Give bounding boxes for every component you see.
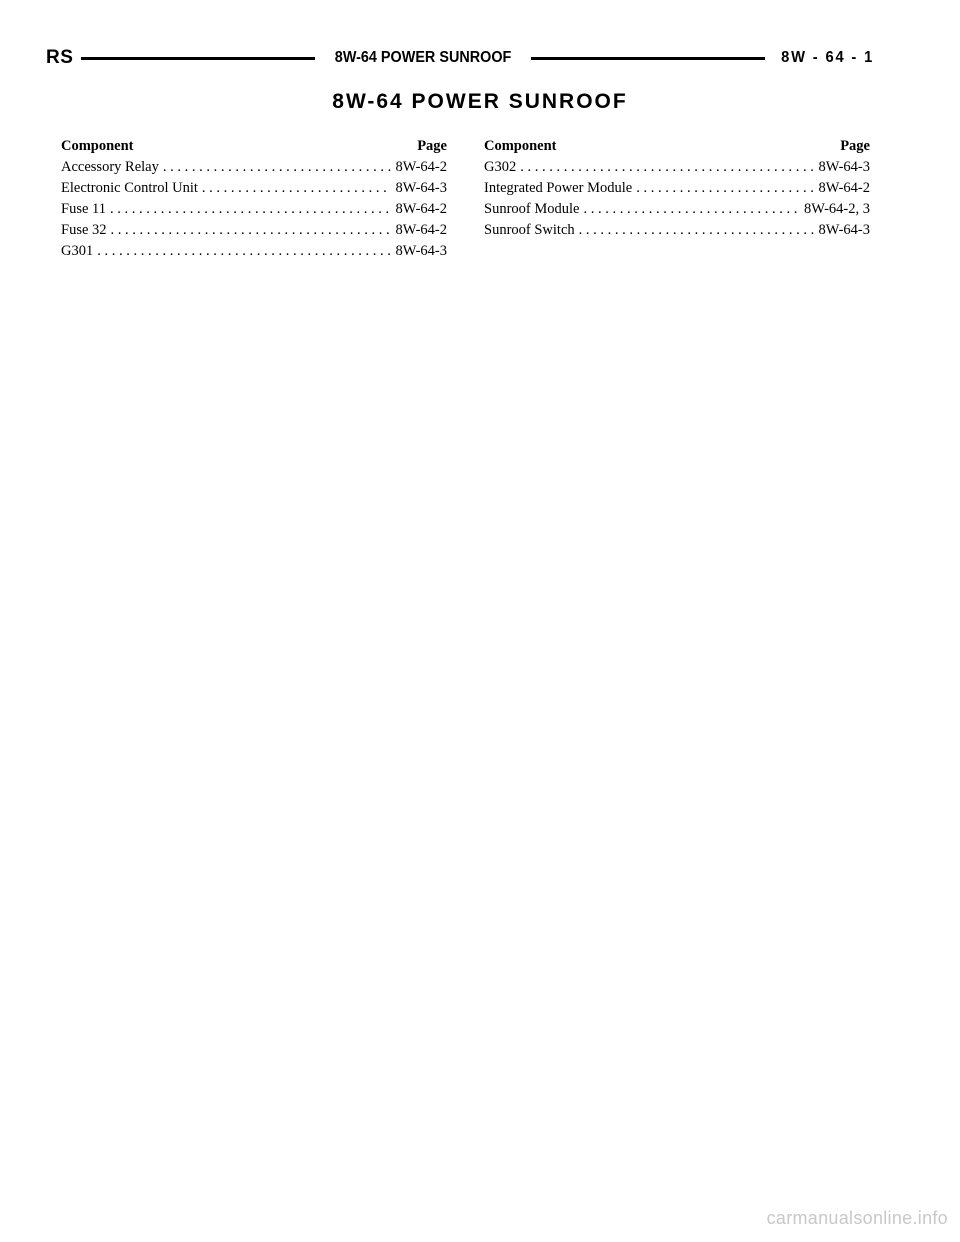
dot-leader bbox=[110, 199, 391, 220]
entry-page: 8W-64-3 bbox=[395, 243, 447, 259]
entry-name: Sunroof Module bbox=[484, 201, 580, 217]
entry-name: Electronic Control Unit bbox=[61, 180, 198, 196]
component-header: Component bbox=[61, 138, 134, 154]
index-column-header bbox=[61, 136, 447, 157]
entry-name: Fuse 11 bbox=[61, 201, 106, 217]
index-entry-integrated-power-module bbox=[484, 178, 870, 199]
entry-name: Sunroof Switch bbox=[484, 222, 575, 238]
entry-page: 8W-64-3 bbox=[395, 180, 447, 196]
header-rule-right bbox=[531, 57, 765, 60]
header-rule-left bbox=[81, 57, 315, 60]
entry-page: 8W-64-3 bbox=[818, 222, 870, 238]
page-header bbox=[46, 44, 874, 72]
entry-page: 8W-64-2 bbox=[395, 159, 447, 175]
dot-leader bbox=[111, 220, 392, 241]
dot-leader bbox=[636, 178, 814, 199]
index-entry-fuse-11 bbox=[61, 199, 447, 220]
header-section-code: RS bbox=[46, 47, 74, 68]
index-column-right bbox=[484, 136, 870, 241]
dot-leader bbox=[579, 220, 815, 241]
index-entry-g301 bbox=[61, 241, 447, 262]
entry-page: 8W-64-2, 3 bbox=[803, 201, 870, 217]
entry-name: G302 bbox=[484, 159, 517, 175]
header-chapter-title: 8W-64 POWER SUNROOF bbox=[334, 49, 512, 66]
entry-name: G301 bbox=[61, 243, 94, 259]
dot-leader bbox=[97, 241, 391, 262]
index-entry-accessory-relay bbox=[61, 157, 447, 178]
entry-page: 8W-64-2 bbox=[395, 222, 447, 238]
dot-leader bbox=[520, 157, 814, 178]
entry-page: 8W-64-3 bbox=[818, 159, 870, 175]
entry-page: 8W-64-2 bbox=[818, 180, 870, 196]
component-header: Component bbox=[484, 138, 557, 154]
entry-name: Integrated Power Module bbox=[484, 180, 633, 196]
index-entry-electronic-control-unit bbox=[61, 178, 447, 199]
index-entry-sunroof-module bbox=[484, 199, 870, 220]
page-header-label: Page bbox=[840, 138, 870, 154]
page-title: 8W-64 POWER SUNROOF bbox=[332, 90, 628, 113]
watermark-footer: carmanualsonline.info bbox=[766, 1208, 948, 1228]
entry-name: Fuse 32 bbox=[61, 222, 107, 238]
entry-name: Accessory Relay bbox=[61, 159, 159, 175]
page-header-label: Page bbox=[417, 138, 447, 154]
entry-page: 8W-64-2 bbox=[395, 201, 447, 217]
index-entry-g302 bbox=[484, 157, 870, 178]
index-entry-sunroof-switch bbox=[484, 220, 870, 241]
index-entry-fuse-32 bbox=[61, 220, 447, 241]
header-page-number: 8W - 64 - 1 bbox=[780, 49, 874, 66]
dot-leader bbox=[583, 199, 799, 220]
index-column-header bbox=[484, 136, 870, 157]
dot-leader bbox=[202, 178, 392, 199]
dot-leader bbox=[163, 157, 392, 178]
index-column-left bbox=[61, 136, 447, 262]
